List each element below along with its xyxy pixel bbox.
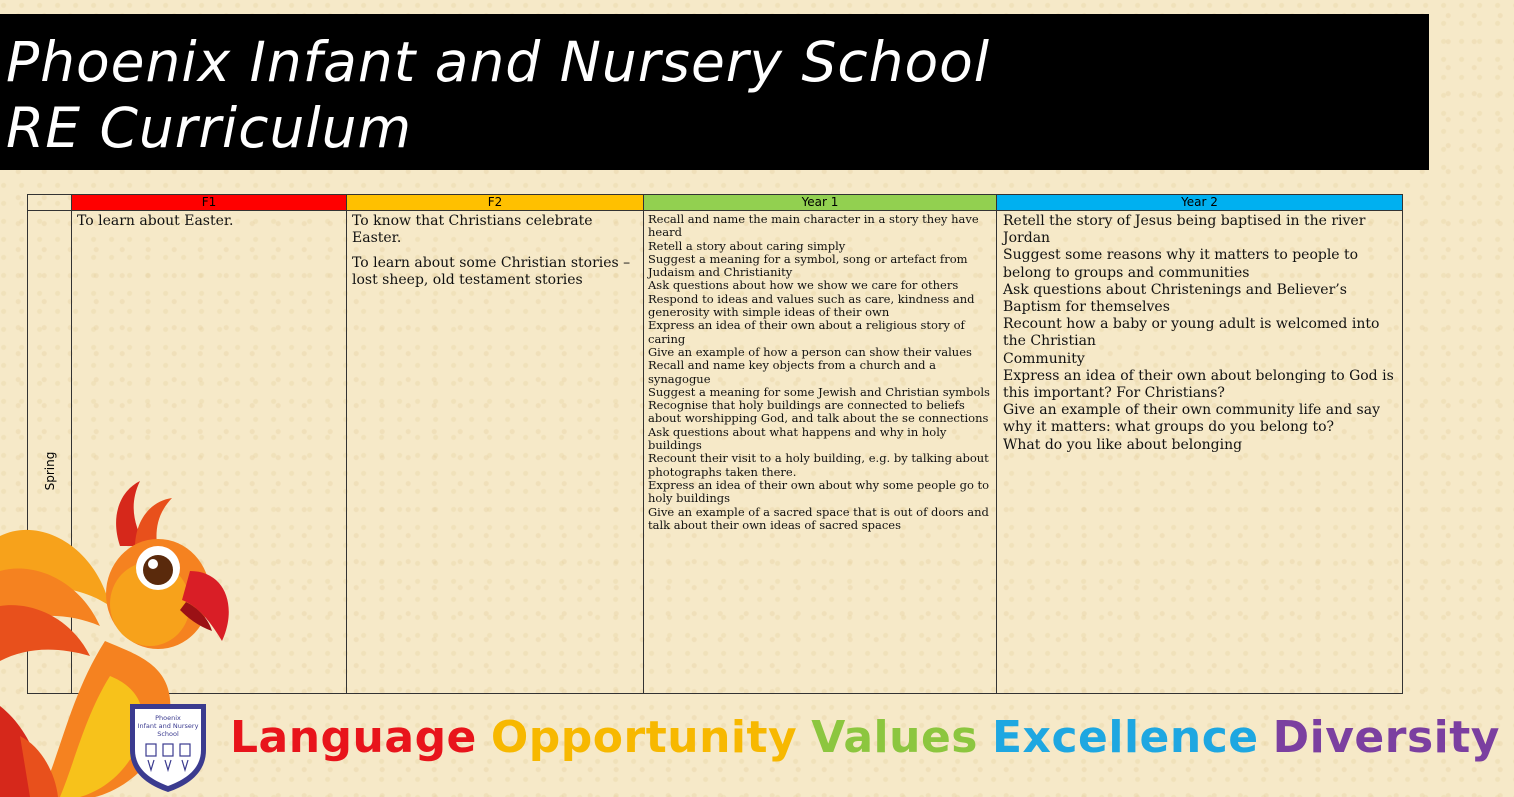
header-year2: Year 2 bbox=[997, 195, 1403, 211]
crest-text-1: Phoenix bbox=[155, 714, 181, 722]
year1-objective: Express an idea of their own about a religious story of caring bbox=[648, 318, 965, 346]
motto-word-diversity: Diversity bbox=[1272, 712, 1500, 763]
crest-text-2: Infant and Nursery bbox=[137, 722, 199, 730]
f2-objective: To learn about some Christian stories – lost sheep, old testament stories bbox=[352, 255, 631, 288]
year1-objective: Suggest a meaning for some Jewish and Christian symbols bbox=[648, 384, 990, 399]
cell-year1 bbox=[644, 211, 997, 694]
year2-objective: Suggest some reasons why it matters to people to belong to groups and communities bbox=[1003, 247, 1359, 281]
f2-content bbox=[347, 211, 643, 299]
f1-content bbox=[72, 211, 346, 240]
header-f1: F1 bbox=[72, 195, 347, 211]
school-crest-icon bbox=[126, 700, 210, 794]
year1-objective: Suggest a meaning for a symbol, song or artefact from Judaism and Christianity bbox=[648, 251, 968, 280]
header-row bbox=[28, 195, 1403, 211]
cell-year2 bbox=[997, 211, 1403, 694]
year2-objective: Express an idea of their own about belonging to God is this important? For Christians? bbox=[1003, 367, 1394, 402]
year1-objective: Retell a story about caring simply bbox=[648, 238, 846, 253]
motto-word-values: Values bbox=[811, 712, 978, 763]
cell-f2 bbox=[347, 211, 644, 694]
year1-objective: Ask questions about what happens and why in holy buildings bbox=[648, 424, 947, 453]
year1-content bbox=[644, 211, 996, 534]
year2-objective: Give an example of their own community life and say why it matters: what groups do you belong to? bbox=[1003, 402, 1380, 436]
school-motto bbox=[230, 712, 1514, 763]
year2-objective: What do you like about belonging bbox=[1003, 436, 1243, 453]
year2-objective: Ask questions about Christenings and Believer’s Baptism for themselves bbox=[1003, 281, 1347, 316]
year1-objective: Give an example of a sacred space that is out of doors and talk about their own ideas of sacred spaces bbox=[648, 504, 989, 532]
year2-objective: Recount how a baby or young adult is welcomed into the Christian bbox=[1003, 316, 1380, 350]
corner-cell bbox=[28, 195, 72, 211]
year1-objective: Respond to ideas and values such as care, kindness and generosity with simple ideas of their own bbox=[648, 291, 975, 320]
row-label: Spring bbox=[42, 451, 57, 491]
year1-objective: Recognise that holy buildings are connected to beliefs about worshipping God, and talk about the se connections bbox=[648, 398, 989, 426]
year1-objective: Recall and name the main character in a story they have heard bbox=[648, 212, 979, 240]
header-year1: Year 1 bbox=[644, 195, 997, 211]
year2-objective: Community bbox=[1003, 350, 1085, 367]
f1-objective: To learn about Easter. bbox=[77, 213, 234, 229]
motto-word-excellence: Excellence bbox=[992, 712, 1259, 763]
year1-objective: Recall and name key objects from a church and a synagogue bbox=[648, 358, 937, 386]
motto-word-language: Language bbox=[230, 712, 477, 763]
motto-word-opportunity: Opportunity bbox=[490, 712, 798, 763]
year1-objective: Give an example of how a person can show their values bbox=[648, 344, 972, 359]
page-subtitle: RE Curriculum bbox=[6, 96, 413, 160]
title-banner bbox=[0, 14, 1429, 170]
crest-text-3: School bbox=[157, 730, 179, 738]
page-title: Phoenix Infant and Nursery School bbox=[6, 30, 991, 94]
year2-content bbox=[997, 211, 1402, 456]
year1-objective: Recount their visit to a holy building, e.g. by talking about photographs taken there. bbox=[648, 451, 989, 479]
header-f2: F2 bbox=[347, 195, 644, 211]
f2-objective: To know that Christians celebrate Easter. bbox=[352, 213, 593, 246]
year1-objective: Express an idea of their own about why some people go to holy buildings bbox=[648, 477, 990, 506]
year2-objective: Retell the story of Jesus being baptised in the river Jordan bbox=[1003, 213, 1366, 247]
year1-objective: Ask questions about how we show we care for others bbox=[648, 278, 959, 293]
